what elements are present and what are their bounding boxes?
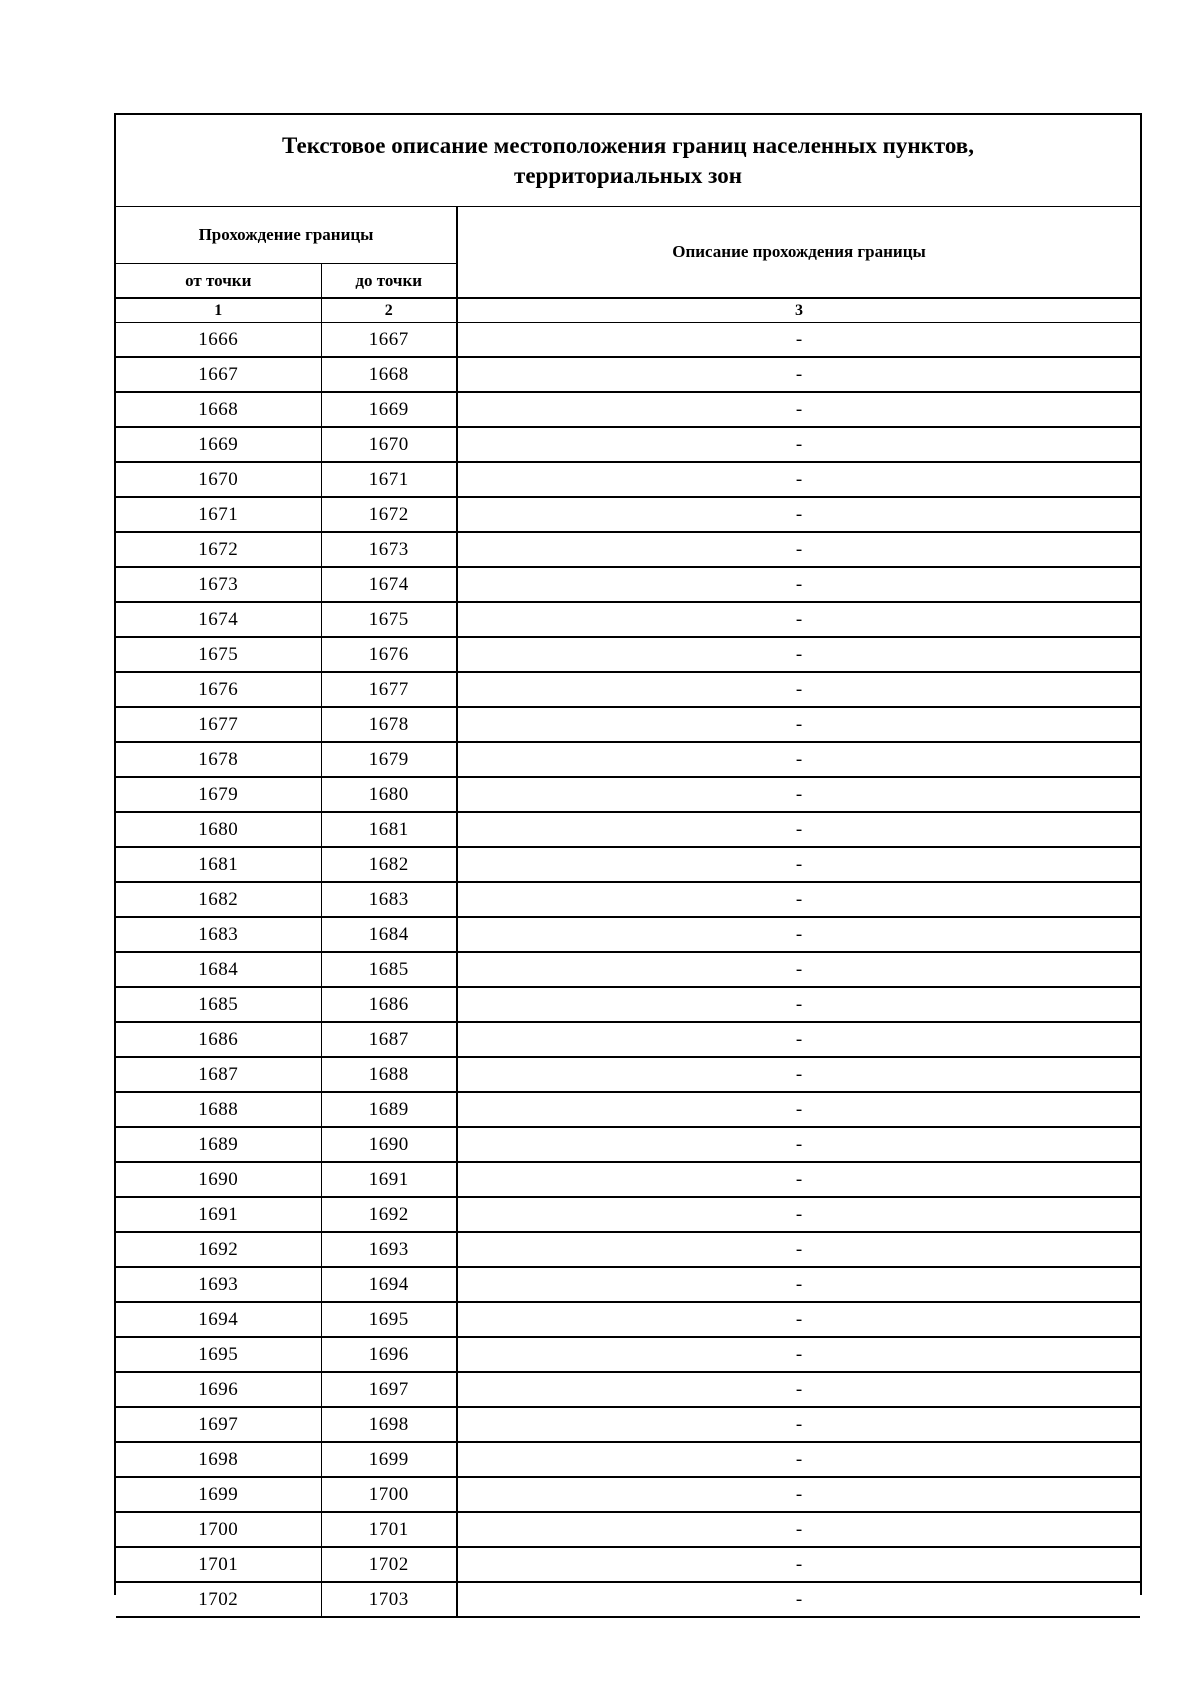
from-point-cell: 1698 <box>116 1442 321 1477</box>
table-row <box>116 707 1140 742</box>
table-row <box>116 1372 1140 1407</box>
from-point-cell: 1694 <box>116 1302 321 1337</box>
description-cell: - <box>457 1477 1140 1512</box>
table-row <box>116 1582 1140 1617</box>
description-cell: - <box>457 952 1140 987</box>
description-cell: - <box>457 1512 1140 1547</box>
from-point-cell: 1701 <box>116 1547 321 1582</box>
to-point-cell: 1690 <box>321 1127 457 1162</box>
table-row <box>116 427 1140 462</box>
column-number-2: 2 <box>321 298 457 323</box>
table-row <box>116 1337 1140 1372</box>
from-point-cell: 1689 <box>116 1127 321 1162</box>
to-point-cell: 1684 <box>321 917 457 952</box>
description-cell: - <box>457 497 1140 532</box>
description-cell: - <box>457 1442 1140 1477</box>
to-point-cell: 1672 <box>321 497 457 532</box>
to-point-cell: 1687 <box>321 1022 457 1057</box>
description-cell: - <box>457 917 1140 952</box>
to-point-cell: 1670 <box>321 427 457 462</box>
table-row <box>116 672 1140 707</box>
from-point-cell: 1693 <box>116 1267 321 1302</box>
to-point-cell: 1702 <box>321 1547 457 1582</box>
table-row <box>116 357 1140 392</box>
description-cell: - <box>457 1547 1140 1582</box>
from-point-cell: 1696 <box>116 1372 321 1407</box>
table-row <box>116 637 1140 672</box>
table-row <box>116 1127 1140 1162</box>
to-point-cell: 1682 <box>321 847 457 882</box>
table-body <box>116 323 1140 1618</box>
table-row <box>116 602 1140 637</box>
table-row <box>116 917 1140 952</box>
from-point-cell: 1679 <box>116 777 321 812</box>
table-row <box>116 323 1140 358</box>
from-point-cell: 1678 <box>116 742 321 777</box>
to-point-cell: 1676 <box>321 637 457 672</box>
description-cell: - <box>457 427 1140 462</box>
from-point-cell: 1674 <box>116 602 321 637</box>
table-row <box>116 567 1140 602</box>
table-row <box>116 392 1140 427</box>
table-row <box>116 777 1140 812</box>
to-point-cell: 1696 <box>321 1337 457 1372</box>
description-cell: - <box>457 1057 1140 1092</box>
to-point-cell: 1698 <box>321 1407 457 1442</box>
table-row <box>116 532 1140 567</box>
description-cell: - <box>457 1407 1140 1442</box>
table-row <box>116 1162 1140 1197</box>
to-point-cell: 1673 <box>321 532 457 567</box>
to-point-cell: 1686 <box>321 987 457 1022</box>
to-point-cell: 1703 <box>321 1582 457 1617</box>
description-cell: - <box>457 672 1140 707</box>
table-row <box>116 1477 1140 1512</box>
to-point-cell: 1693 <box>321 1232 457 1267</box>
from-point-cell: 1677 <box>116 707 321 742</box>
from-point-cell: 1695 <box>116 1337 321 1372</box>
to-point-cell: 1674 <box>321 567 457 602</box>
description-cell: - <box>457 1302 1140 1337</box>
to-point-cell: 1675 <box>321 602 457 637</box>
table-row <box>116 1547 1140 1582</box>
description-cell: - <box>457 812 1140 847</box>
description-cell: - <box>457 1197 1140 1232</box>
header-passage: Прохождение границы <box>116 207 457 264</box>
description-cell: - <box>457 882 1140 917</box>
to-point-cell: 1678 <box>321 707 457 742</box>
table-row <box>116 742 1140 777</box>
to-point-cell: 1700 <box>321 1477 457 1512</box>
from-point-cell: 1675 <box>116 637 321 672</box>
table-row <box>116 847 1140 882</box>
from-point-cell: 1681 <box>116 847 321 882</box>
from-point-cell: 1690 <box>116 1162 321 1197</box>
table-row <box>116 1232 1140 1267</box>
from-point-cell: 1687 <box>116 1057 321 1092</box>
from-point-cell: 1673 <box>116 567 321 602</box>
to-point-cell: 1701 <box>321 1512 457 1547</box>
to-point-cell: 1689 <box>321 1092 457 1127</box>
description-cell: - <box>457 847 1140 882</box>
from-point-cell: 1702 <box>116 1582 321 1617</box>
table-row <box>116 497 1140 532</box>
from-point-cell: 1683 <box>116 917 321 952</box>
from-point-cell: 1699 <box>116 1477 321 1512</box>
from-point-cell: 1688 <box>116 1092 321 1127</box>
to-point-cell: 1691 <box>321 1162 457 1197</box>
to-point-cell: 1680 <box>321 777 457 812</box>
from-point-cell: 1682 <box>116 882 321 917</box>
from-point-cell: 1691 <box>116 1197 321 1232</box>
description-cell: - <box>457 392 1140 427</box>
description-cell: - <box>457 742 1140 777</box>
description-cell: - <box>457 1232 1140 1267</box>
to-point-cell: 1688 <box>321 1057 457 1092</box>
boundary-table <box>116 207 1140 1618</box>
table-row <box>116 1197 1140 1232</box>
description-cell: - <box>457 1337 1140 1372</box>
from-point-cell: 1672 <box>116 532 321 567</box>
to-point-cell: 1669 <box>321 392 457 427</box>
to-point-cell: 1667 <box>321 323 457 358</box>
table-row <box>116 812 1140 847</box>
table-row <box>116 1442 1140 1477</box>
to-point-cell: 1697 <box>321 1372 457 1407</box>
table-row <box>116 952 1140 987</box>
table-row <box>116 462 1140 497</box>
from-point-cell: 1685 <box>116 987 321 1022</box>
description-cell: - <box>457 1162 1140 1197</box>
column-number-1: 1 <box>116 298 321 323</box>
header-from-point: от точки <box>116 264 321 299</box>
description-cell: - <box>457 987 1140 1022</box>
from-point-cell: 1670 <box>116 462 321 497</box>
to-point-cell: 1681 <box>321 812 457 847</box>
description-cell: - <box>457 602 1140 637</box>
description-cell: - <box>457 532 1140 567</box>
from-point-cell: 1666 <box>116 323 321 358</box>
to-point-cell: 1685 <box>321 952 457 987</box>
from-point-cell: 1676 <box>116 672 321 707</box>
to-point-cell: 1695 <box>321 1302 457 1337</box>
from-point-cell: 1680 <box>116 812 321 847</box>
to-point-cell: 1683 <box>321 882 457 917</box>
table-row <box>116 1302 1140 1337</box>
table-row <box>116 1057 1140 1092</box>
description-cell: - <box>457 462 1140 497</box>
from-point-cell: 1697 <box>116 1407 321 1442</box>
from-point-cell: 1692 <box>116 1232 321 1267</box>
to-point-cell: 1679 <box>321 742 457 777</box>
description-cell: - <box>457 777 1140 812</box>
description-cell: - <box>457 1372 1140 1407</box>
description-cell: - <box>457 637 1140 672</box>
table-row <box>116 1022 1140 1057</box>
description-cell: - <box>457 323 1140 358</box>
table-row <box>116 1092 1140 1127</box>
document-title <box>116 115 1140 207</box>
description-cell: - <box>457 1022 1140 1057</box>
from-point-cell: 1700 <box>116 1512 321 1547</box>
title-line-2: территориальных зон <box>514 162 742 188</box>
from-point-cell: 1686 <box>116 1022 321 1057</box>
table-row <box>116 882 1140 917</box>
description-cell: - <box>457 707 1140 742</box>
to-point-cell: 1694 <box>321 1267 457 1302</box>
boundary-table-document <box>114 113 1142 1610</box>
table-row <box>116 1512 1140 1547</box>
to-point-cell: 1692 <box>321 1197 457 1232</box>
from-point-cell: 1668 <box>116 392 321 427</box>
header-description: Описание прохождения границы <box>457 207 1140 298</box>
from-point-cell: 1667 <box>116 357 321 392</box>
description-cell: - <box>457 357 1140 392</box>
table-row <box>116 987 1140 1022</box>
from-point-cell: 1684 <box>116 952 321 987</box>
to-point-cell: 1677 <box>321 672 457 707</box>
description-cell: - <box>457 567 1140 602</box>
to-point-cell: 1699 <box>321 1442 457 1477</box>
to-point-cell: 1671 <box>321 462 457 497</box>
to-point-cell: 1668 <box>321 357 457 392</box>
title-line-1: Текстовое описание местоположения границ населенных пунктов, <box>282 132 974 158</box>
from-point-cell: 1669 <box>116 427 321 462</box>
description-cell: - <box>457 1127 1140 1162</box>
table-row <box>116 1407 1140 1442</box>
description-cell: - <box>457 1267 1140 1302</box>
description-cell: - <box>457 1092 1140 1127</box>
from-point-cell: 1671 <box>116 497 321 532</box>
column-number-3: 3 <box>457 298 1140 323</box>
header-to-point: до точки <box>321 264 457 299</box>
table-row <box>116 1267 1140 1302</box>
description-cell: - <box>457 1582 1140 1617</box>
